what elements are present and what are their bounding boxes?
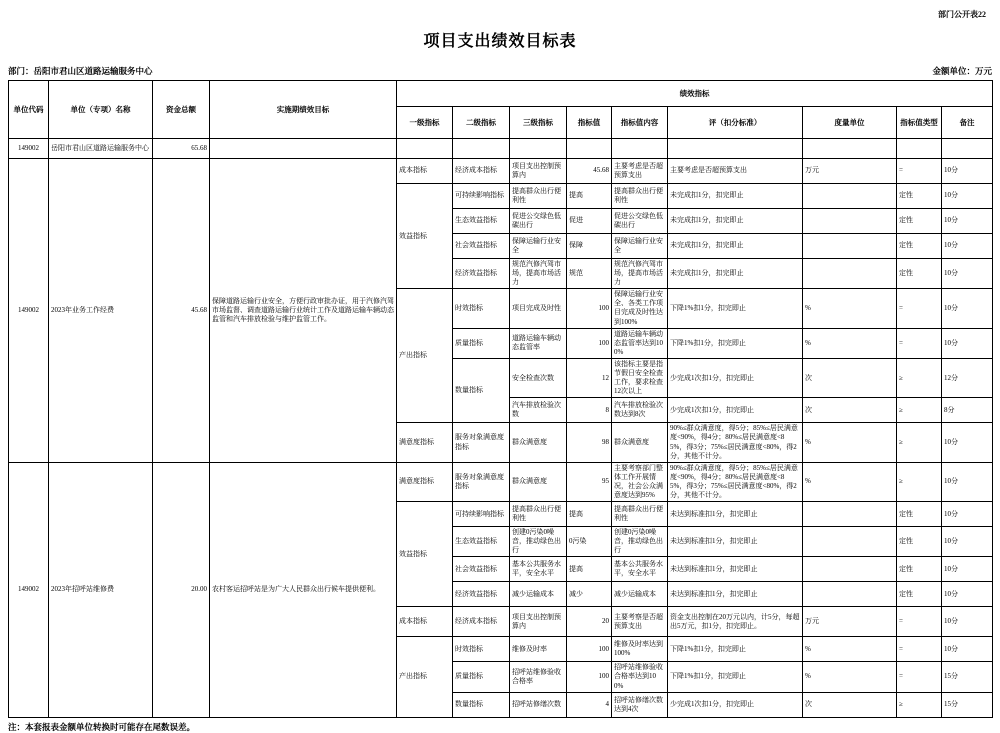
cell-type: 定性 bbox=[897, 234, 942, 259]
col-header-remark: 备注 bbox=[942, 107, 993, 139]
cell-remark: 10分 bbox=[942, 557, 993, 582]
cell-unit bbox=[803, 259, 897, 289]
cell-remark: 8分 bbox=[942, 398, 993, 423]
cell-value: 8 bbox=[567, 398, 612, 423]
cell-content: 减少运输成本 bbox=[612, 582, 668, 607]
project-name: 2023年招呼站维修费 bbox=[49, 462, 153, 717]
empty-cell bbox=[897, 139, 942, 159]
cell-value: 100 bbox=[567, 637, 612, 662]
cell-value: 提高 bbox=[567, 557, 612, 582]
department-label: 部门：岳阳市君山区道路运输服务中心 bbox=[8, 66, 153, 76]
cell-l2: 社会效益指标 bbox=[453, 234, 510, 259]
project-amount: 45.68 bbox=[153, 159, 210, 463]
col-header-measure-unit: 度量单位 bbox=[803, 107, 897, 139]
cell-remark: 12分 bbox=[942, 358, 993, 397]
cell-type: 定性 bbox=[897, 184, 942, 209]
cell-type: ≥ bbox=[897, 398, 942, 423]
indicator-row bbox=[9, 159, 993, 184]
cell-eval: 少完成1次扣1分，扣完即止 bbox=[668, 692, 803, 717]
cell-l2: 数量指标 bbox=[453, 692, 510, 717]
cell-content: 该指标主要是指节假日安全检查工作，要求检查12次以上 bbox=[612, 358, 668, 397]
cell-content: 主要考虑是否超预算支出 bbox=[612, 159, 668, 184]
amount-unit-label: 金额单位：万元 bbox=[932, 66, 992, 76]
cell-l1: 满意度指标 bbox=[397, 462, 453, 501]
cell-value: 0污染 bbox=[567, 527, 612, 557]
summary-unit-code: 149002 bbox=[9, 139, 49, 159]
empty-cell bbox=[668, 139, 803, 159]
cell-content: 基本公共服务水平，安全水平 bbox=[612, 557, 668, 582]
cell-l3: 基本公共服务水平，安全水平 bbox=[510, 557, 567, 582]
empty-cell bbox=[803, 139, 897, 159]
cell-l3: 项目支出控制预算内 bbox=[510, 607, 567, 637]
cell-l1: 满意度指标 bbox=[397, 423, 453, 462]
cell-type: = bbox=[897, 328, 942, 358]
cell-l3: 维修及时率 bbox=[510, 637, 567, 662]
cell-unit bbox=[803, 582, 897, 607]
cell-value: 95 bbox=[567, 462, 612, 501]
cell-unit: 次 bbox=[803, 692, 897, 717]
empty-cell bbox=[567, 139, 612, 159]
cell-remark: 10分 bbox=[942, 289, 993, 328]
cell-type: 定性 bbox=[897, 582, 942, 607]
summary-unit-name: 岳阳市君山区道路运输服务中心 bbox=[49, 139, 153, 159]
cell-content: 维修及时率达到100% bbox=[612, 637, 668, 662]
cell-remark: 10分 bbox=[942, 582, 993, 607]
cell-l2: 经济效益指标 bbox=[453, 582, 510, 607]
cell-value: 100 bbox=[567, 328, 612, 358]
cell-value: 100 bbox=[567, 289, 612, 328]
cell-content: 群众满意度 bbox=[612, 423, 668, 462]
cell-content: 规范汽修汽驾市场，提高市场活力 bbox=[612, 259, 668, 289]
indicator-row bbox=[9, 462, 993, 501]
cell-unit: 次 bbox=[803, 398, 897, 423]
cell-remark: 10分 bbox=[942, 607, 993, 637]
cell-l2: 社会效益指标 bbox=[453, 557, 510, 582]
cell-content: 招呼站维修验收合格率达到100% bbox=[612, 662, 668, 692]
cell-content: 招呼站修缮次数达到4次 bbox=[612, 692, 668, 717]
cell-l3: 群众满意度 bbox=[510, 423, 567, 462]
cell-type: ≥ bbox=[897, 423, 942, 462]
cell-eval: 主要考虑是否超预算支出 bbox=[668, 159, 803, 184]
cell-l2: 经济成本指标 bbox=[453, 607, 510, 637]
cell-value: 100 bbox=[567, 662, 612, 692]
summary-row bbox=[9, 139, 993, 159]
cell-unit: 万元 bbox=[803, 607, 897, 637]
cell-unit: % bbox=[803, 662, 897, 692]
cell-remark: 10分 bbox=[942, 462, 993, 501]
cell-value: 98 bbox=[567, 423, 612, 462]
empty-cell bbox=[510, 139, 567, 159]
cell-remark: 10分 bbox=[942, 234, 993, 259]
cell-type: 定性 bbox=[897, 527, 942, 557]
cell-l3: 项目支出控制预算内 bbox=[510, 159, 567, 184]
cell-eval: 未达到标准扣1分，扣完即止 bbox=[668, 502, 803, 527]
cell-type: 定性 bbox=[897, 557, 942, 582]
col-header-total-fund: 资金总额 bbox=[153, 81, 210, 139]
corner-label: 部门公开表22 bbox=[938, 10, 986, 19]
cell-value: 45.68 bbox=[567, 159, 612, 184]
cell-content: 创建0污染0噪音，推动绿色出行 bbox=[612, 527, 668, 557]
footnote: 注：本套报表金额单位转换时可能存在尾数误差。 bbox=[8, 721, 196, 732]
cell-unit: % bbox=[803, 328, 897, 358]
project-name: 2023年业务工作经费 bbox=[49, 159, 153, 463]
cell-l3: 项目完成及时性 bbox=[510, 289, 567, 328]
cell-l3: 促进公交绿色低碳出行 bbox=[510, 209, 567, 234]
cell-type: = bbox=[897, 159, 942, 184]
empty-cell bbox=[942, 139, 993, 159]
cell-l2: 质量指标 bbox=[453, 328, 510, 358]
col-header-value: 指标值 bbox=[567, 107, 612, 139]
cell-value: 保障 bbox=[567, 234, 612, 259]
col-header-unit-name: 单位（专项）名称 bbox=[49, 81, 153, 139]
cell-unit: % bbox=[803, 462, 897, 501]
cell-type: ≥ bbox=[897, 692, 942, 717]
cell-remark: 10分 bbox=[942, 502, 993, 527]
cell-unit bbox=[803, 234, 897, 259]
cell-l3: 群众满意度 bbox=[510, 462, 567, 501]
col-header-l1: 一级指标 bbox=[397, 107, 453, 139]
cell-l1: 成本指标 bbox=[397, 607, 453, 637]
col-header-l2: 二级指标 bbox=[453, 107, 510, 139]
cell-value: 4 bbox=[567, 692, 612, 717]
cell-eval: 未达到标准扣1分，扣完即止 bbox=[668, 557, 803, 582]
project-unit-code: 149002 bbox=[9, 159, 49, 463]
cell-eval: 未达到标准扣1分，扣完即止 bbox=[668, 582, 803, 607]
summary-target bbox=[210, 139, 397, 159]
cell-l3: 创建0污染0噪音，推动绿色出行 bbox=[510, 527, 567, 557]
meta-row bbox=[8, 65, 992, 77]
cell-type: ≥ bbox=[897, 462, 942, 501]
col-header-value-content: 指标值内容 bbox=[612, 107, 668, 139]
cell-remark: 10分 bbox=[942, 184, 993, 209]
cell-eval: 90%≤群众满意度，得5分；85%≤居民满意度<90%，得4分；80%≤居民满意度<85%，得3分；75%≤居民满意度<80%，得2分，其他不计分。 bbox=[668, 423, 803, 462]
cell-l2: 时效指标 bbox=[453, 637, 510, 662]
cell-content: 提高群众出行便利性 bbox=[612, 502, 668, 527]
cell-l2: 生态效益指标 bbox=[453, 209, 510, 234]
summary-amount: 65.68 bbox=[153, 139, 210, 159]
cell-remark: 10分 bbox=[942, 637, 993, 662]
cell-remark: 15分 bbox=[942, 662, 993, 692]
cell-content: 道路运输车辆动态监管率达到100% bbox=[612, 328, 668, 358]
cell-remark: 10分 bbox=[942, 527, 993, 557]
page-title: 项目支出绩效目标表 bbox=[423, 33, 577, 50]
col-header-value-type: 指标值类型 bbox=[897, 107, 942, 139]
cell-type: 定性 bbox=[897, 209, 942, 234]
cell-eval: 下降1%扣1分，扣完即止 bbox=[668, 662, 803, 692]
project-unit-code: 149002 bbox=[9, 462, 49, 717]
cell-unit: 次 bbox=[803, 358, 897, 397]
cell-content: 提高群众出行便利性 bbox=[612, 184, 668, 209]
cell-value: 20 bbox=[567, 607, 612, 637]
cell-type: = bbox=[897, 662, 942, 692]
cell-content: 主要考察是否超预算支出 bbox=[612, 607, 668, 637]
col-header-unit-code: 单位代码 bbox=[9, 81, 49, 139]
cell-eval: 未完成扣1分，扣完即止 bbox=[668, 259, 803, 289]
project-target: 农村客运招呼站是为广大人民群众出行候车提供便利。 bbox=[210, 462, 397, 717]
cell-l2: 时效指标 bbox=[453, 289, 510, 328]
cell-unit: 万元 bbox=[803, 159, 897, 184]
cell-l3: 保障运输行业安全 bbox=[510, 234, 567, 259]
cell-l3: 道路运输车辆动态监管率 bbox=[510, 328, 567, 358]
cell-type: ≥ bbox=[897, 358, 942, 397]
cell-eval: 未完成扣1分，扣完即止 bbox=[668, 234, 803, 259]
cell-unit bbox=[803, 502, 897, 527]
col-header-perf-group: 绩效指标 bbox=[397, 81, 993, 107]
cell-l3: 提高群众出行便利性 bbox=[510, 502, 567, 527]
cell-content: 汽车排放检验次数达到8次 bbox=[612, 398, 668, 423]
cell-eval: 少完成1次扣1分，扣完即止 bbox=[668, 398, 803, 423]
project-target: 保障道路运输行业安全，方便行政审批办证，用于汽修汽驾市场监督、调查道路运输行业统计工作及道路运输车辆动态监管和汽车排放检验与维护监管工作。 bbox=[210, 159, 397, 463]
cell-eval: 少完成1次扣1分，扣完即止 bbox=[668, 358, 803, 397]
cell-eval: 资金支出控制在20万元以内，计5分，每超出5万元，扣1分，扣完即止。 bbox=[668, 607, 803, 637]
cell-l1: 效益指标 bbox=[397, 184, 453, 289]
cell-l1: 产出指标 bbox=[397, 289, 453, 423]
cell-l3: 提高群众出行便利性 bbox=[510, 184, 567, 209]
cell-type: 定性 bbox=[897, 502, 942, 527]
cell-eval: 未完成扣1分，扣完即止 bbox=[668, 184, 803, 209]
cell-type: = bbox=[897, 637, 942, 662]
cell-unit bbox=[803, 557, 897, 582]
cell-eval: 90%≤群众满意度，得5分；85%≤居民满意度<90%，得4分；80%≤居民满意度<85%，得3分；75%≤居民满意度<80%，得2分，其他不计分。 bbox=[668, 462, 803, 501]
cell-eval: 未达到标准扣1分，扣完即止 bbox=[668, 527, 803, 557]
cell-value: 12 bbox=[567, 358, 612, 397]
cell-l2: 服务对象满意度指标 bbox=[453, 423, 510, 462]
cell-l2: 可持续影响指标 bbox=[453, 184, 510, 209]
col-header-impl-target: 实施期绩效目标 bbox=[210, 81, 397, 139]
cell-value: 促进 bbox=[567, 209, 612, 234]
cell-value: 减少 bbox=[567, 582, 612, 607]
cell-unit bbox=[803, 527, 897, 557]
cell-l1: 效益指标 bbox=[397, 502, 453, 607]
cell-remark: 15分 bbox=[942, 692, 993, 717]
performance-table bbox=[8, 80, 993, 718]
cell-remark: 10分 bbox=[942, 423, 993, 462]
cell-l3: 汽车排放检验次数 bbox=[510, 398, 567, 423]
cell-l2: 经济效益指标 bbox=[453, 259, 510, 289]
cell-content: 主要考察部门整体工作开展情况，社会公众满意度达到95% bbox=[612, 462, 668, 501]
col-header-eval-standard: 评（扣分标准） bbox=[668, 107, 803, 139]
cell-l2: 质量指标 bbox=[453, 662, 510, 692]
header-row-1 bbox=[9, 81, 993, 107]
cell-l1: 成本指标 bbox=[397, 159, 453, 184]
col-header-l3: 三级指标 bbox=[510, 107, 567, 139]
cell-l2: 可持续影响指标 bbox=[453, 502, 510, 527]
cell-unit bbox=[803, 184, 897, 209]
cell-remark: 10分 bbox=[942, 259, 993, 289]
empty-cell bbox=[397, 139, 453, 159]
cell-l1: 产出指标 bbox=[397, 637, 453, 717]
cell-l2: 数量指标 bbox=[453, 358, 510, 422]
cell-l3: 减少运输成本 bbox=[510, 582, 567, 607]
cell-unit bbox=[803, 209, 897, 234]
cell-eval: 下降1%扣1分，扣完即止 bbox=[668, 289, 803, 328]
empty-cell bbox=[612, 139, 668, 159]
cell-remark: 10分 bbox=[942, 209, 993, 234]
cell-l3: 安全检查次数 bbox=[510, 358, 567, 397]
cell-type: 定性 bbox=[897, 259, 942, 289]
cell-content: 保障运输行业安全、各类工作项目完成及时性达到100% bbox=[612, 289, 668, 328]
cell-type: = bbox=[897, 289, 942, 328]
cell-eval: 未完成扣1分，扣完即止 bbox=[668, 209, 803, 234]
cell-unit: % bbox=[803, 637, 897, 662]
empty-cell bbox=[453, 139, 510, 159]
cell-value: 规范 bbox=[567, 259, 612, 289]
cell-l2: 服务对象满意度指标 bbox=[453, 462, 510, 501]
cell-eval: 下降1%扣1分，扣完即止 bbox=[668, 328, 803, 358]
cell-l3: 招呼站修缮次数 bbox=[510, 692, 567, 717]
cell-value: 提高 bbox=[567, 502, 612, 527]
project-amount: 20.00 bbox=[153, 462, 210, 717]
cell-l2: 生态效益指标 bbox=[453, 527, 510, 557]
cell-value: 提高 bbox=[567, 184, 612, 209]
cell-content: 保障运输行业安全 bbox=[612, 234, 668, 259]
cell-remark: 10分 bbox=[942, 328, 993, 358]
cell-l3: 规范汽修汽驾市场，提高市场活力 bbox=[510, 259, 567, 289]
cell-remark: 10分 bbox=[942, 159, 993, 184]
cell-l2: 经济成本指标 bbox=[453, 159, 510, 184]
cell-eval: 下降1%扣1分，扣完即止 bbox=[668, 637, 803, 662]
cell-content: 促进公交绿色低碳出行 bbox=[612, 209, 668, 234]
cell-type: = bbox=[897, 607, 942, 637]
cell-l3: 招呼站维修验收合格率 bbox=[510, 662, 567, 692]
cell-unit: % bbox=[803, 289, 897, 328]
cell-unit: % bbox=[803, 423, 897, 462]
